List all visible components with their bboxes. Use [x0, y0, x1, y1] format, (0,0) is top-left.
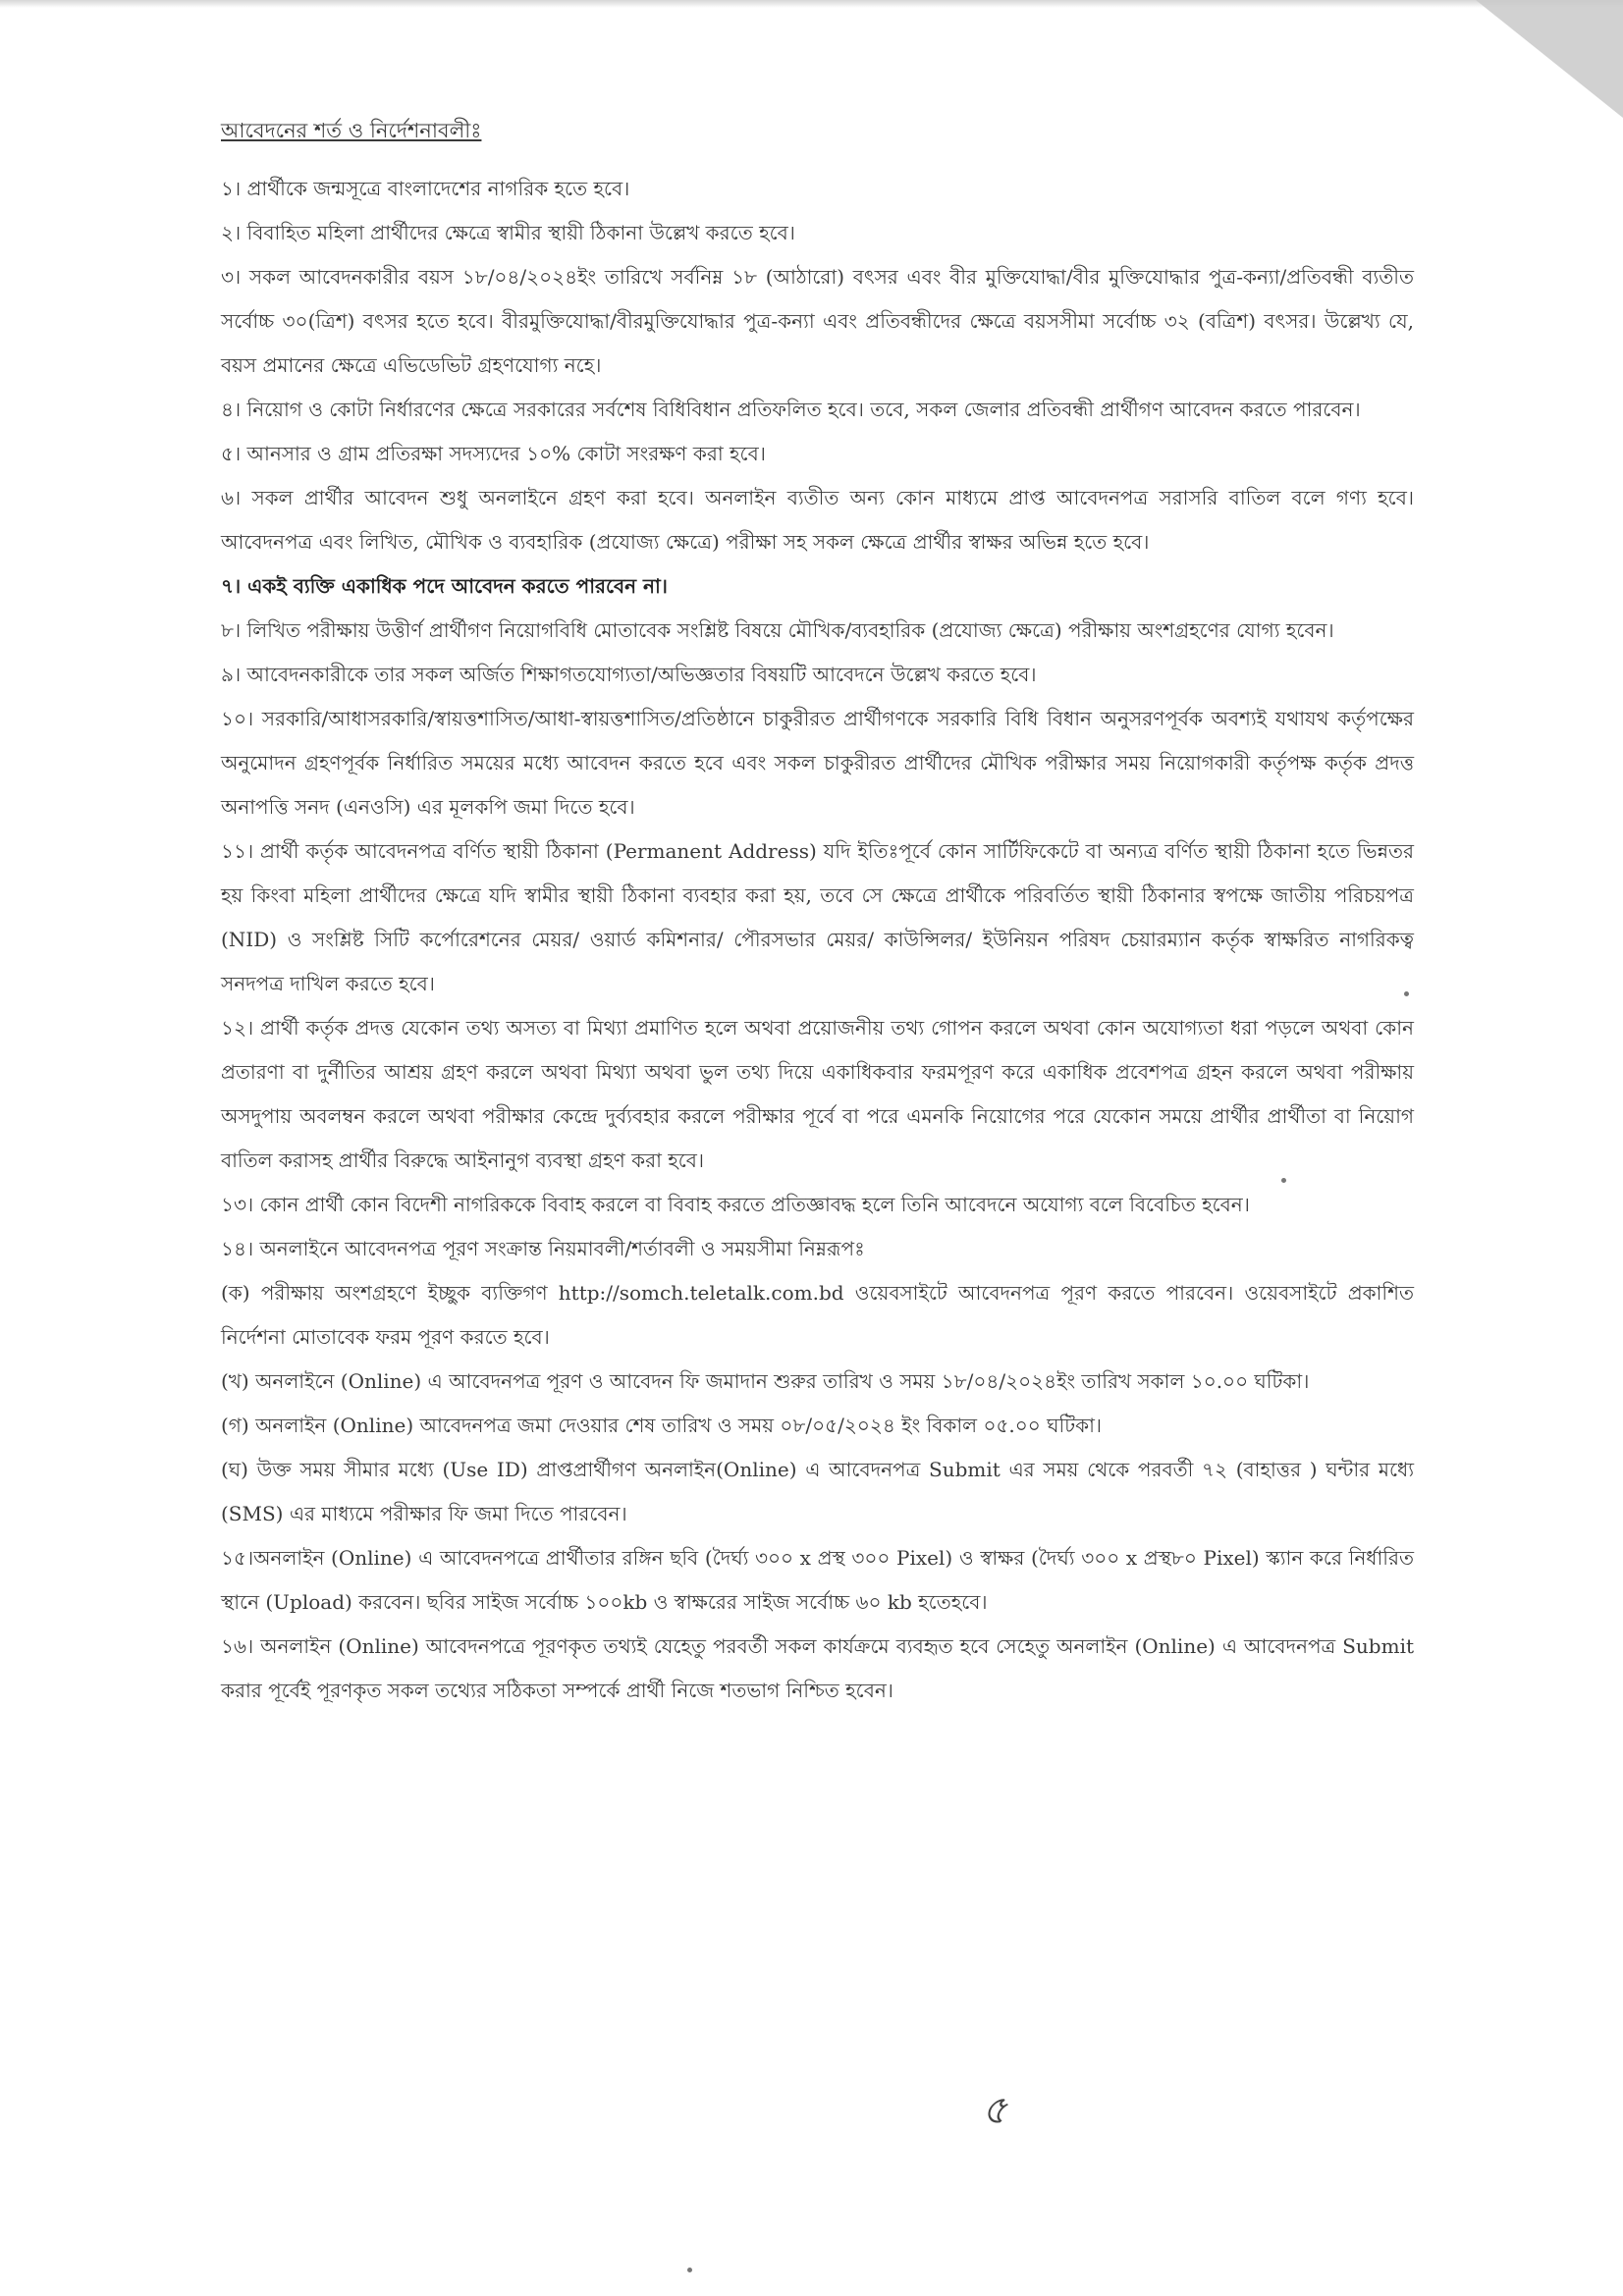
instruction-item-14: ১৪। অনলাইনে আবেদনপত্র পূরণ সংক্রান্ত নিয়মাবলী/শর্তাবলী ও সময়সীমা নিম্নরূপঃ [221, 1237, 865, 1260]
instruction-item-5: ৫। আনসার ও গ্রাম প্রতিরক্ষা সদস্যদের ১০% কোটা সংরক্ষণ করা হবে। [221, 442, 766, 465]
scan-speck [1404, 991, 1409, 996]
scan-speck [687, 2268, 692, 2272]
instruction-item-14-kha: (খ) অনলাইনে (Online) এ আবেদনপত্র পূরণ ও আবেদন ফি জমাদান শুরুর তারিখ ও সময় ১৮/০৪/২০২৪ইং তারিখ সকাল ১০.০০ ঘটিকা। [221, 1369, 1310, 1393]
instruction-item-14-gha: (ঘ) উক্ত সময় সীমার মধ্যে (Use ID) প্রাপ্তপ্রার্থীগণ অনলাইন(Online) এ আবেদনপত্র Submit এর সময় থেকে পরবর্তী ৭২ (বাহাত্তর ) ঘন্টার মধ্যে (SMS) এর মাধ্যমে পরীক্ষার ফি জমা দিতে পারবেন। [221, 1458, 1414, 1525]
instruction-item-14-ka: (ক) পরীক্ষায় অংশগ্রহণে ইচ্ছুক ব্যক্তিগণ http://somch.teletalk.com.bd ওয়েবসাইটে আবেদনপত্র পূরণ করতে পারবেন। ওয়েবসাইটে প্রকাশিত নির্দেশনা মোতাবেক ফরম পূরণ করতে হবে। [221, 1281, 1414, 1349]
document-body [221, 116, 1414, 1713]
instruction-item-13: ১৩। কোন প্রার্থী কোন বিদেশী নাগরিককে বিবাহ করলে বা বিবাহ করতে প্রতিজ্ঞাবদ্ধ হলে তিনি আবেদনে অযোগ্য বলে বিবেচিত হবেন। [221, 1193, 1250, 1216]
instruction-item-15: ১৫।অনলাইন (Online) এ আবেদনপত্রে প্রার্থীতার রঙ্গিন ছবি (দৈর্ঘ্য ৩০০ x প্রস্থ ৩০০ Pixel) ও স্বাক্ষর (দৈর্ঘ্য ৩০০ x প্রস্থ৮০ Pixel) স্ক্যান করে নির্ধারিত স্থানে (Upload) করবেন। ছবির সাইজ সর্বোচ্চ ১০০kb ও স্বাক্ষরের সাইজ সর্বোচ্চ ৬০ kb হতেহবে। [221, 1546, 1414, 1614]
instruction-item-8: ৮। লিখিত পরীক্ষায় উত্তীর্ণ প্রার্থীগণ নিয়োগবিধি মোতাবেক সংশ্লিষ্ট বিষয়ে মৌখিক/ব্যবহারিক (প্রযোজ্য ক্ষেত্রে) পরীক্ষায় অংশগ্রহণের যোগ্য হবেন। [221, 618, 1334, 642]
scan-top-edge [0, 0, 1623, 8]
instruction-item-3: ৩। সকল আবেদনকারীর বয়স ১৮/০৪/২০২৪ইং তারিখে সর্বনিম্ন ১৮ (আঠারো) বৎসর এবং বীর মুক্তিযোদ্ধা/বীর মুক্তিযোদ্ধার পুত্র-কন্যা/প্রতিবন্ধী ব্যতীত সর্বোচ্চ ৩০(ত্রিশ) বৎসর হতে হবে। বীরমুক্তিযোদ্ধা/বীরমুক্তিযোদ্ধার পুত্র-কন্যা এবং প্রতিবন্ধীদের ক্ষেত্রে বয়সসীমা সর্বোচ্চ ৩২ (বত্রিশ) বৎসর। উল্লেখ্য যে, বয়স প্রমানের ক্ষেত্রে এভিডেভিট গ্রহণযোগ্য নহে। [221, 265, 1414, 377]
instruction-item-1: ১। প্রার্থীকে জন্মসূত্রে বাংলাদেশের নাগরিক হতে হবে। [221, 177, 630, 200]
instruction-item-14-ga: (গ) অনলাইন (Online) আবেদনপত্র জমা দেওয়ার শেষ তারিখ ও সময় ০৮/০৫/২০২৪ ইং বিকাল ০৫.০০ ঘটিকা। [221, 1414, 1103, 1437]
instruction-item-2: ২। বিবাহিত মহিলা প্রার্থীদের ক্ষেত্রে স্বামীর স্থায়ী ঠিকানা উল্লেখ করতে হবে। [221, 221, 795, 244]
instruction-item-4: ৪। নিয়োগ ও কোটা নির্ধারণের ক্ষেত্রে সরকারের সর্বশেষ বিধিবিধান প্রতিফলিত হবে। তবে, সকল জেলার প্রতিবন্ধী প্রার্থীগণ আবেদন করতে পারবেন। [221, 398, 1361, 421]
page-number: ৫ [982, 2088, 1007, 2133]
folded-corner [1476, 0, 1623, 118]
instruction-item-9: ৯। আবেদনকারীকে তার সকল অর্জিত শিক্ষাগতযোগ্যতা/অভিজ্ঞতার বিষয়টি আবেদনে উল্লেখ করতে হবে। [221, 663, 1037, 686]
instruction-item-12: ১২। প্রার্থী কর্তৃক প্রদত্ত যেকোন তথ্য অসত্য বা মিথ্যা প্রমাণিত হলে অথবা প্রয়োজনীয় তথ্য গোপন করলে অথবা কোন অযোগ্যতা ধরা পড়লে অথবা কোন প্রতারণা বা দুর্নীতির আশ্রয় গ্রহণ করলে অথবা মিথ্যা অথবা ভুল তথ্য দিয়ে একাধিকবার ফরমপূরণ করে একাধিক প্রবেশপত্র গ্রহন করলে অথবা পরীক্ষায় অসদুপায় অবলম্বন করলে অথবা পরীক্ষার কেন্দ্রে দুর্ব্যবহার করলে পরীক্ষার পূর্বে বা পরে এমনকি নিয়োগের পরে যেকোন সময়ে প্রার্থীর প্রার্থীতা বা নিয়োগ বাতিল করাসহ প্রার্থীর বিরুদ্ধে আইনানুগ ব্যবস্থা গ্রহণ করা হবে। [221, 1016, 1414, 1172]
instruction-item-10: ১০। সরকারি/আধাসরকারি/স্বায়ত্তশাসিত/আধা-স্বায়ত্তশাসিত/প্রতিষ্ঠানে চাকুরীরত প্রার্থীগণকে সরকারি বিধি বিধান অনুসরণপূর্বক অবশ্যই যথাযথ কর্তৃপক্ষের অনুমোদন গ্রহণপূর্বক নির্ধারিত সময়ের মধ্যে আবেদন করতে হবে এবং সকল চাকুরীরত প্রার্থীদের মৌখিক পরীক্ষার সময় নিয়োগকারী কর্তৃপক্ষ কর্তৃক প্রদত্ত অনাপত্তি সনদ (এনওসি) এর মূলকপি জমা দিতে হবে। [221, 707, 1414, 819]
instruction-item-16: ১৬। অনলাইন (Online) আবেদনপত্রে পূরণকৃত তথ্যই যেহেতু পরবর্তী সকল কার্যক্রমে ব্যবহৃত হবে সেহেতু অনলাইন (Online) এ আবেদনপত্র Submit করার পূর্বেই পূরণকৃত সকল তথ্যের সঠিকতা সম্পর্কে প্রার্থী নিজে শতভাগ নিশ্চিত হবেন। [221, 1634, 1414, 1702]
scan-speck [1281, 1178, 1286, 1183]
instructions-heading: আবেদনের শর্ত ও নির্দেশনাবলীঃ [221, 119, 482, 142]
instruction-item-11: ১১। প্রার্থী কর্তৃক আবেদনপত্র বর্ণিত স্থায়ী ঠিকানা (Permanent Address) যদি ইতিঃপূর্বে কোন সার্টিফিকেটে বা অন্যত্র বর্ণিত স্থায়ী ঠিকানা হতে ভিন্নতর হয় কিংবা মহিলা প্রার্থীদের ক্ষেত্রে যদি স্বামীর স্থায়ী ঠিকানা ব্যবহার করা হয়, তবে সে ক্ষেত্রে প্রার্থীকে পরিবর্তিত স্থায়ী ঠিকানার স্বপক্ষে জাতীয় পরিচয়পত্র (NID) ও সংশ্লিষ্ট সিটি কর্পোরেশনের মেয়র/ ওয়ার্ড কমিশনার/ পৌরসভার মেয়র/ কাউন্সিলর/ ইউনিয়ন পরিষদ চেয়ারম্যান কর্তৃক স্বাক্ষরিত নাগরিকত্ব সনদপত্র দাখিল করতে হবে। [221, 839, 1414, 995]
instruction-item-6: ৬। সকল প্রার্থীর আবেদন শুধু অনলাইনে গ্রহণ করা হবে। অনলাইন ব্যতীত অন্য কোন মাধ্যমে প্রাপ্ত আবেদনপত্র সরাসরি বাতিল বলে গণ্য হবে। আবেদনপত্র এবং লিখিত, মৌখিক ও ব্যবহারিক (প্রযোজ্য ক্ষেত্রে) পরীক্ষা সহ সকল ক্ষেত্রে প্রার্থীর স্বাক্ষর অভিন্ন হতে হবে। [221, 486, 1414, 554]
instruction-item-7: ৭। একই ব্যক্তি একাধিক পদে আবেদন করতে পারবেন না। [221, 574, 668, 598]
